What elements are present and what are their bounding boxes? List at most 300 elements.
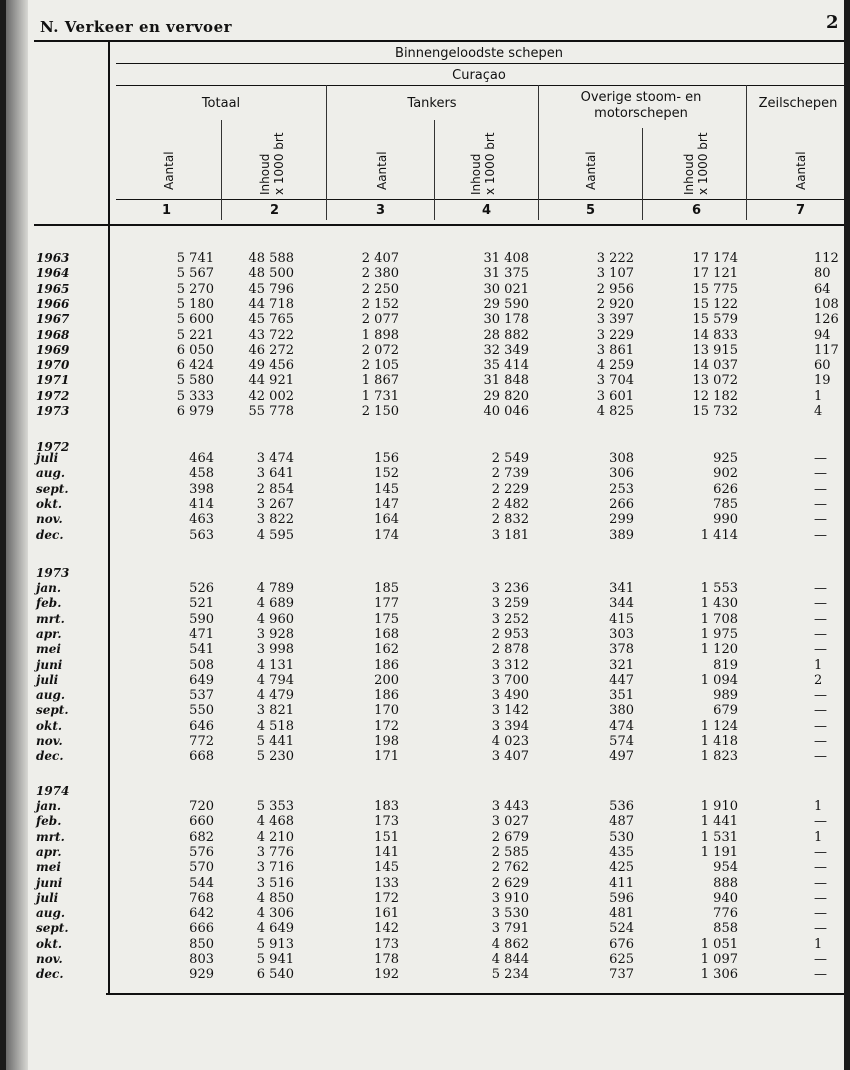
table-cell: 2 585 [491, 844, 529, 860]
row-label: 1964 [36, 266, 70, 281]
table-cell: 43 722 [248, 327, 294, 343]
table-cell: 1 094 [700, 672, 738, 688]
table-cell: 2 105 [361, 358, 399, 374]
table-cell: 198 [374, 734, 399, 749]
table-cell: 145 [374, 860, 399, 876]
table-cell: 29 590 [483, 296, 529, 312]
table-cell: 171 [374, 749, 399, 765]
table-cell: 3 776 [256, 844, 294, 860]
row-label: okt. [36, 718, 63, 733]
table-cell: 2 953 [491, 626, 529, 642]
row-label: jan. [36, 581, 62, 595]
table-cell: 642 [189, 906, 214, 922]
table-cell: 172 [374, 890, 399, 906]
table-cell: 888 [713, 875, 738, 891]
table-cell: 380 [609, 703, 634, 719]
table-cell: 4 259 [596, 358, 634, 374]
top-rule [34, 40, 846, 42]
table-cell: — [814, 703, 827, 719]
table-cell: 435 [609, 844, 634, 860]
table-cell: 1 [814, 936, 823, 952]
table-cell: 3 142 [491, 703, 529, 719]
table-row [6, 830, 846, 845]
table-cell: 563 [189, 527, 214, 543]
table-cell: — [814, 596, 827, 612]
colnum-5: 5 [586, 203, 596, 218]
table-row [6, 627, 846, 642]
table-row [6, 906, 846, 921]
row-label: okt. [36, 496, 63, 511]
table-cell: 185 [374, 581, 399, 596]
table-row [6, 642, 846, 657]
table-row [6, 967, 846, 982]
table-row [6, 719, 846, 734]
table-cell: 44 718 [248, 296, 294, 312]
row-label: juli [36, 890, 59, 905]
table-cell: 2 250 [361, 281, 399, 297]
colnum-1: 1 [162, 203, 172, 218]
table-cell: 183 [374, 799, 399, 814]
table-cell: 141 [374, 844, 399, 860]
table-cell: 177 [374, 596, 399, 612]
row-label: nov. [36, 512, 63, 527]
table-cell: — [814, 481, 827, 497]
table-cell: 398 [189, 481, 214, 497]
table-cell: 164 [374, 512, 399, 528]
table-cell: — [814, 581, 827, 596]
table-cell: 13 915 [692, 342, 738, 358]
table-cell: 1 910 [700, 799, 738, 814]
table-cell: 576 [189, 844, 214, 860]
row-label: juli [36, 451, 59, 465]
table-cell: — [814, 512, 827, 528]
table-cell: 497 [609, 749, 634, 765]
table-cell: 737 [609, 967, 634, 983]
table-row [6, 404, 846, 419]
table-cell: 60 [814, 358, 831, 374]
table-cell: 341 [609, 581, 634, 596]
table-cell: 162 [374, 642, 399, 658]
table-cell: 772 [189, 734, 214, 749]
table-cell: 4 518 [256, 718, 294, 734]
table-cell: — [814, 451, 827, 466]
table-cell: 42 002 [248, 388, 294, 404]
table-cell: — [814, 611, 827, 627]
table-cell: — [814, 814, 827, 830]
table-cell: 3 407 [491, 749, 529, 765]
table-cell: 2 920 [596, 296, 634, 312]
table-cell: 168 [374, 626, 399, 642]
table-cell: 819 [713, 657, 738, 673]
table-cell: 161 [374, 906, 399, 922]
table-cell: 156 [374, 451, 399, 466]
table-cell: 3 700 [491, 672, 529, 688]
table-cell: 4 210 [256, 829, 294, 845]
table-row [6, 937, 846, 952]
table-cell: 536 [609, 799, 634, 814]
table-cell: 521 [189, 596, 214, 612]
table-cell: — [814, 749, 827, 765]
table-cell: 1 [814, 829, 823, 845]
table-cell: 425 [609, 860, 634, 876]
colnum-4: 4 [482, 203, 492, 218]
table-cell: 378 [609, 642, 634, 658]
table-cell: 13 072 [692, 373, 738, 389]
table-cell: 3 821 [256, 703, 294, 719]
table-cell: 4 649 [256, 921, 294, 937]
table-cell: 2 152 [361, 296, 399, 312]
table-cell: 3 998 [256, 642, 294, 658]
table-cell: 487 [609, 814, 634, 830]
table-cell: 170 [374, 703, 399, 719]
table-cell: 80 [814, 266, 831, 282]
table-cell: 173 [374, 936, 399, 952]
table-row [6, 581, 846, 596]
table-row [6, 860, 846, 875]
table-cell: 625 [609, 952, 634, 967]
block-year-label: 1972 [36, 440, 70, 454]
table-cell: 152 [374, 466, 399, 482]
row-label: aug. [36, 906, 66, 921]
table-cell: 458 [189, 466, 214, 482]
table-cell: 464 [189, 451, 214, 466]
table-cell: 142 [374, 921, 399, 937]
table-cell: 1 [814, 388, 823, 404]
row-label: dec. [36, 749, 64, 764]
table-cell: 253 [609, 481, 634, 497]
table-cell: 1 414 [700, 527, 738, 543]
row-label: mei [36, 860, 61, 875]
table-cell: 5 441 [256, 734, 294, 749]
table-cell: 173 [374, 814, 399, 830]
colnum-6: 6 [692, 203, 702, 218]
row-label: dec. [36, 527, 64, 542]
table-cell: 954 [713, 860, 738, 876]
table-cell: 785 [713, 496, 738, 512]
table-cell: 929 [189, 967, 214, 983]
table-cell: — [814, 688, 827, 704]
vrule-6 [746, 85, 747, 220]
table-row [6, 891, 846, 906]
table-cell: 2 878 [491, 642, 529, 658]
table-cell: 3 259 [491, 596, 529, 612]
table-row [6, 512, 846, 527]
table-cell: 4 960 [256, 611, 294, 627]
row-label: apr. [36, 844, 62, 859]
table-cell: 5 741 [176, 251, 214, 266]
table-row [6, 343, 846, 358]
table-cell: 3 181 [491, 527, 529, 543]
table-row [6, 612, 846, 627]
table-cell: 3 443 [491, 799, 529, 814]
table-cell: 4 794 [256, 672, 294, 688]
table-cell: 186 [374, 688, 399, 704]
table-cell: 6 424 [176, 358, 214, 374]
table-row [6, 251, 846, 266]
table-cell: 1 441 [700, 814, 738, 830]
table-cell: — [814, 952, 827, 967]
table-cell: 902 [713, 466, 738, 482]
row-label: dec. [36, 967, 64, 982]
rule-under-main [116, 63, 846, 64]
table-cell: — [814, 921, 827, 937]
table-cell: 126 [814, 312, 839, 328]
table-cell: 5 221 [176, 327, 214, 343]
group-overige: Overige stoom- en motorschepen [580, 90, 702, 121]
row-label: juli [36, 672, 59, 687]
table-cell: 1 124 [700, 718, 738, 734]
table-row [6, 845, 846, 860]
table-cell: 108 [814, 296, 839, 312]
table-cell: 45 765 [248, 312, 294, 328]
table-row [6, 673, 846, 688]
table-cell: 4 595 [256, 527, 294, 543]
colnum-3: 3 [376, 203, 386, 218]
row-label: juni [36, 657, 63, 672]
row-label: 1966 [36, 296, 70, 311]
table-cell: 679 [713, 703, 738, 719]
table-cell: 192 [374, 967, 399, 983]
table-cell: 48 588 [248, 251, 294, 266]
table-cell: 3 027 [491, 814, 529, 830]
table-cell: 2 072 [361, 342, 399, 358]
table-cell: 508 [189, 657, 214, 673]
table-cell: 29 820 [483, 388, 529, 404]
table-cell: 2 762 [491, 860, 529, 876]
table-cell: 626 [713, 481, 738, 497]
table-cell: 2 482 [491, 496, 529, 512]
table-cell: 481 [609, 906, 634, 922]
table-cell: 590 [189, 611, 214, 627]
table-cell: 15 775 [692, 281, 738, 297]
col5-aantal: Aantal [584, 151, 598, 190]
table-cell: 1 120 [700, 642, 738, 658]
table-cell: 19 [814, 373, 831, 389]
row-label: nov. [36, 952, 63, 966]
table-cell: 4 825 [596, 404, 634, 419]
table-cell: 666 [189, 921, 214, 937]
table-cell: 30 021 [483, 281, 529, 297]
vrule-1 [221, 120, 222, 220]
table-cell: — [814, 860, 827, 876]
table-cell: 1 418 [700, 734, 738, 749]
table-cell: 940 [713, 890, 738, 906]
table-cell: 596 [609, 890, 634, 906]
table-cell: 411 [609, 875, 634, 891]
row-label: aug. [36, 688, 66, 703]
col4-unit: x 1000 brt [483, 132, 497, 195]
table-row [6, 734, 846, 749]
table-row [6, 328, 846, 343]
table-cell: 30 178 [483, 312, 529, 328]
table-cell: — [814, 527, 827, 543]
table-cell: 6 979 [176, 404, 214, 419]
table-cell: 682 [189, 829, 214, 845]
vrule-5 [642, 128, 643, 220]
table-cell: 574 [609, 734, 634, 749]
row-label: 1965 [36, 281, 70, 296]
table-cell: 389 [609, 527, 634, 543]
table-cell: 925 [713, 451, 738, 466]
table-cell: 44 921 [248, 373, 294, 389]
table-row [6, 282, 846, 297]
table-cell: 3 641 [256, 466, 294, 482]
table-cell: 5 353 [256, 799, 294, 814]
row-label: juni [36, 875, 63, 890]
table-cell: 308 [609, 451, 634, 466]
table-cell: 1 [814, 799, 823, 814]
table-cell: 3 474 [256, 451, 294, 466]
table-cell: 1 097 [700, 952, 738, 967]
table-cell: 4 689 [256, 596, 294, 612]
table-cell: 989 [713, 688, 738, 704]
rule-above-colnums [116, 199, 846, 200]
row-label: 1967 [36, 312, 70, 327]
table-cell: 3 530 [491, 906, 529, 922]
table-cell: 147 [374, 496, 399, 512]
table-cell: 3 229 [596, 327, 634, 343]
table-cell: 2 549 [491, 451, 529, 466]
table-cell: 1 867 [361, 373, 399, 389]
table-cell: 186 [374, 657, 399, 673]
row-label: jan. [36, 799, 62, 813]
table-cell: 5 913 [256, 936, 294, 952]
table-cell: 2 956 [596, 281, 634, 297]
table-cell: 4 850 [256, 890, 294, 906]
table-row [6, 658, 846, 673]
table-row [6, 497, 846, 512]
table-cell: 3 928 [256, 626, 294, 642]
table-cell: 5 567 [176, 266, 214, 282]
table-cell: 550 [189, 703, 214, 719]
table-cell: 524 [609, 921, 634, 937]
table-cell: 2 077 [361, 312, 399, 328]
table-cell: 4 479 [256, 688, 294, 704]
table-cell: 4 468 [256, 814, 294, 830]
table-cell: 64 [814, 281, 831, 297]
table-row [6, 921, 846, 936]
table-cell: 306 [609, 466, 634, 482]
table-cell: — [814, 734, 827, 749]
scan-edge [844, 0, 850, 1070]
col4-inhoud: Inhoud [469, 153, 483, 195]
table-cell: 45 796 [248, 281, 294, 297]
table-cell: 2 629 [491, 875, 529, 891]
table-row [6, 482, 846, 497]
table-cell: — [814, 626, 827, 642]
table-cell: 55 778 [248, 404, 294, 419]
table-cell: 990 [713, 512, 738, 528]
table-cell: 1 731 [361, 388, 399, 404]
row-label: sept. [36, 921, 69, 936]
table-cell: 776 [713, 906, 738, 922]
table-row [6, 799, 846, 814]
row-label: aug. [36, 466, 66, 481]
row-label: nov. [36, 734, 63, 748]
table-cell: 1 306 [700, 967, 738, 983]
row-label: 1963 [36, 251, 70, 265]
table-cell: 526 [189, 581, 214, 596]
table-cell: — [814, 496, 827, 512]
section-title: N. Verkeer en vervoer [40, 18, 233, 36]
table-cell: 266 [609, 496, 634, 512]
table-cell: 172 [374, 718, 399, 734]
row-label: sept. [36, 703, 69, 718]
vrule-4 [538, 85, 539, 220]
table-cell: 3 252 [491, 611, 529, 627]
table-row [6, 688, 846, 703]
table-cell: 321 [609, 657, 634, 673]
table-cell: 2 739 [491, 466, 529, 482]
table-cell: 2 832 [491, 512, 529, 528]
table-cell: 3 791 [491, 921, 529, 937]
table-cell: 14 037 [692, 358, 738, 374]
table-cell: 2 854 [256, 481, 294, 497]
row-label: mrt. [36, 611, 65, 626]
table-cell: — [814, 466, 827, 482]
table-cell: 31 848 [483, 373, 529, 389]
row-label: sept. [36, 481, 69, 496]
table-cell: — [814, 890, 827, 906]
header-bottom-rule [34, 224, 846, 226]
table-cell: — [814, 875, 827, 891]
table-cell: 850 [189, 936, 214, 952]
table-cell: 15 122 [692, 296, 738, 312]
table-cell: — [814, 718, 827, 734]
table-cell: 1 191 [700, 844, 738, 860]
table-cell: 2 [814, 672, 823, 688]
table-cell: 5 180 [176, 296, 214, 312]
table-cell: 668 [189, 749, 214, 765]
table-cell: 660 [189, 814, 214, 830]
table-cell: 803 [189, 952, 214, 967]
block-year-label: 1974 [36, 784, 70, 798]
table-cell: 49 456 [248, 358, 294, 374]
table-cell: 2 407 [361, 251, 399, 266]
table-bottom-rule [106, 993, 846, 995]
table-cell: — [814, 967, 827, 983]
table-cell: 4 306 [256, 906, 294, 922]
table-cell: 5 600 [176, 312, 214, 328]
table-cell: 5 270 [176, 281, 214, 297]
table-row [6, 749, 846, 764]
table-cell: 174 [374, 527, 399, 543]
group-totaal: Totaal [201, 96, 241, 111]
table-cell: 463 [189, 512, 214, 528]
table-cell: 151 [374, 829, 399, 845]
table-cell: 2 380 [361, 266, 399, 282]
table-row [6, 389, 846, 404]
col2-unit: x 1000 brt [272, 132, 286, 195]
table-cell: 1 823 [700, 749, 738, 765]
page-number: 2 [826, 12, 839, 33]
table-cell: 530 [609, 829, 634, 845]
table-row [6, 373, 846, 388]
table-cell: 471 [189, 626, 214, 642]
row-label: 1972 [36, 388, 70, 403]
table-cell: 6 540 [256, 967, 294, 983]
table-cell: 1 975 [700, 626, 738, 642]
table-cell: 474 [609, 718, 634, 734]
table-cell: 117 [814, 342, 839, 358]
table-cell: 15 732 [692, 404, 738, 419]
table-cell: 14 833 [692, 327, 738, 343]
table-cell: 2 229 [491, 481, 529, 497]
table-cell: 649 [189, 672, 214, 688]
table-cell: 12 182 [692, 388, 738, 404]
row-label: 1969 [36, 342, 70, 357]
table-cell: 3 267 [256, 496, 294, 512]
